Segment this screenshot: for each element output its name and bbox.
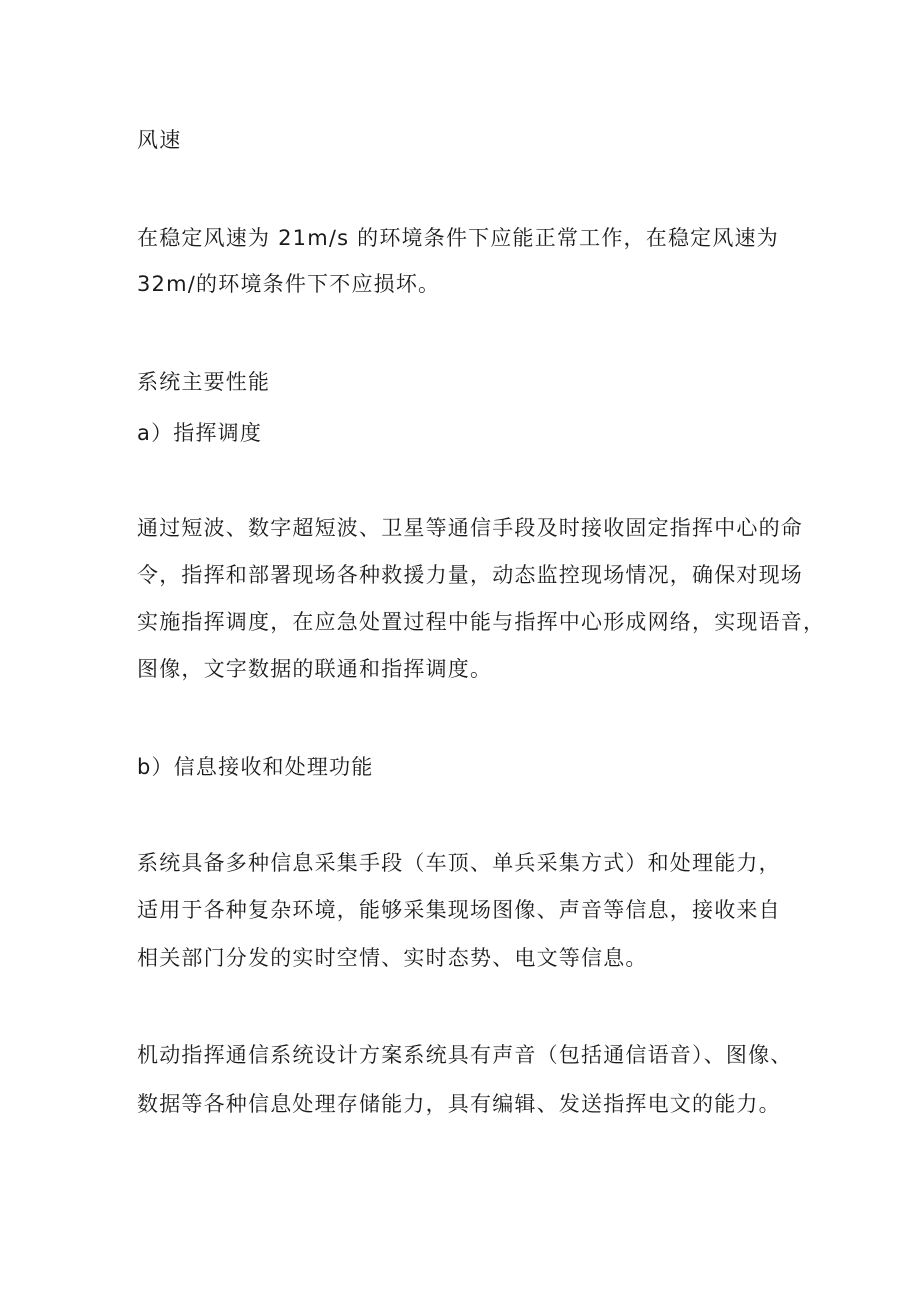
wind-para-line-1: 在稳定风速为 21m∕s 的环境条件下应能正常工作，在稳定风速为 — [137, 226, 779, 250]
para-a-line-4: 图像，文字数据的联通和指挥调度。 — [137, 657, 493, 681]
para-a-line-3: 实施指挥调度，在应急处置过程中能与指挥中心形成网络，实现语音， — [137, 610, 826, 634]
heading-a: a）指挥调度 — [137, 421, 263, 445]
heading-performance: 系统主要性能 — [137, 370, 271, 394]
para-a-line-2: 令，指挥和部署现场各种救援力量，动态监控现场情况，确保对现场 — [137, 563, 803, 587]
para-c-line-2: 数据等各种信息处理存储能力，具有编辑、发送指挥电文的能力。 — [137, 1092, 781, 1116]
heading-b: b）信息接收和处理功能 — [137, 755, 374, 779]
para-b-line-2: 适用于各种复杂环境，能够采集现场图像、声音等信息，接收来自 — [137, 898, 781, 922]
para-b-line-1: 系统具备多种信息采集手段（车顶、单兵采集方式）和处理能力， — [137, 851, 781, 875]
heading-wind: 风速 — [137, 128, 182, 152]
wind-para-line-2: 32m∕的环境条件下不应损坏。 — [137, 272, 441, 296]
para-a-line-1: 通过短波、数字超短波、卫星等通信手段及时接收固定指挥中心的命 — [137, 516, 803, 540]
para-b-line-3: 相关部门分发的实时空情、实时态势、电文等信息。 — [137, 946, 648, 970]
para-c-line-1: 机动指挥通信系统设计方案系统具有声音（包括通信语音）、图像、 — [137, 1043, 793, 1067]
